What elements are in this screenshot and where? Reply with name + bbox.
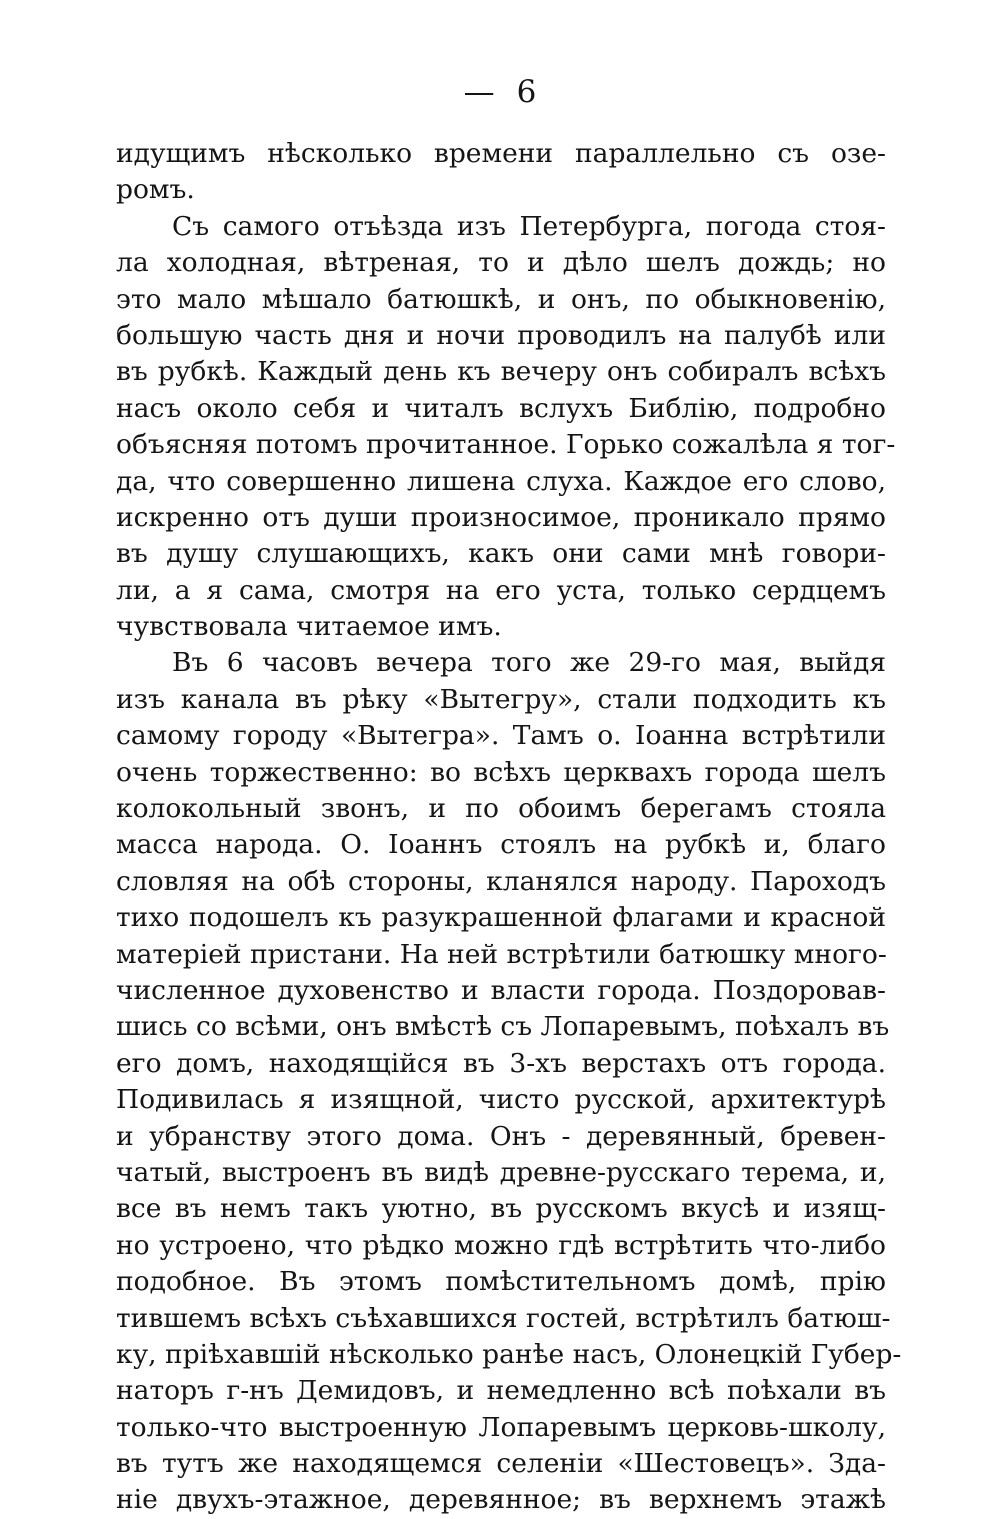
text-line: самому городу «Вытегра». Тамъ о. Іоанна встрѣтили [116, 720, 886, 752]
text-line: масса народа. О. Іоаннъ стоялъ на рубкѣ и, благо [116, 829, 886, 861]
text-line: Съ самого отъѣзда изъ Петербурга, погода стоя- [172, 210, 886, 242]
text-line: ла холодная, вѣтреная, то и дѣло шелъ дождь; но [116, 247, 886, 279]
text-line: да, что совершенно лишена слуха. Каждое его слово, [116, 465, 886, 497]
text-line: ромъ. [116, 174, 195, 206]
text-line: Въ 6 часовъ вечера того же 29-го мая, выйдя [172, 647, 886, 679]
text-line: насъ около себя и читалъ вслухъ Библію, подробно [116, 392, 886, 424]
text-line: въ рубкѣ. Каждый день къ вечеру онъ собиралъ всѣхъ [116, 356, 886, 388]
text-line: это мало мѣшало батюшкѣ, и онъ, по обыкновенію, [116, 283, 886, 315]
text-line: очень торжественно: во всѣхъ церквахъ города шелъ [116, 756, 886, 788]
text-line: наторъ г-нъ Демидовъ, и немедленно всѣ поѣхали въ [116, 1375, 886, 1407]
page-header [0, 72, 1000, 112]
page-number: 6 [516, 74, 537, 110]
text-line: въ тутъ же находящемся селеніи «Шестовецъ». Зда- [116, 1448, 886, 1480]
text-line: его домъ, находящійся въ 3-хъ верстахъ отъ города. [116, 1047, 886, 1079]
text-line: только-что выстроенную Лопаревымъ церковь-школу, [116, 1411, 886, 1443]
text-line: чатый, выстроенъ въ видѣ древне-русскаго терема, и, [116, 1156, 886, 1188]
text-line: матеріей пристани. На ней встрѣтили батюшку много- [116, 938, 887, 970]
text-line: словляя на обѣ стороны, кланялся народу. Пароходъ [116, 865, 886, 897]
text-line: Подивилась я изящной, чисто русской, архитектурѣ [116, 1084, 886, 1116]
text-line: идущимъ нѣсколько времени параллельно съ озе- [116, 138, 886, 169]
text-line: и убранству этого дома. Онъ - деревянный, бревен- [116, 1120, 886, 1152]
text-line: чувствовала читаемое имъ. [116, 611, 502, 643]
text-line: ніе двухъ-этажное, деревянное; въ верхнемъ этажѣ [116, 1484, 886, 1516]
text-line: ку, пріѣхавшій нѣсколько ранѣе насъ, Олонецкій Губер- [116, 1338, 902, 1370]
text-line: но устроено, что рѣдко можно гдѣ встрѣтить что-либо [116, 1229, 886, 1261]
body-text [116, 136, 902, 1519]
text-line: все въ немъ такъ уютно, въ русскомъ вкусѣ и изящ- [116, 1193, 886, 1225]
text-line: тившемъ всѣхъ съѣхавшихся гостей, встрѣтилъ батюш- [116, 1302, 891, 1334]
text-line: въ душу слушающихъ, какъ они сами мнѣ говори- [116, 538, 886, 570]
text-line: тихо подошелъ къ разукрашенной флагами и красной [116, 902, 886, 934]
text-line: колокольный звонъ, и по обоимъ берегамъ стояла [116, 793, 886, 825]
text-line: шись со всѣми, онъ вмѣстѣ съ Лопаревымъ, поѣхалъ въ [116, 1011, 890, 1043]
text-line: изъ канала въ рѣку «Вытегру», стали подходить къ [116, 683, 886, 715]
text-line: подобное. Въ этомъ помѣстительномъ домѣ, прію [116, 1266, 886, 1298]
text-line: искренно отъ души произносимое, проникало прямо [116, 501, 886, 533]
text-line: численное духовенство и власти города. Поздоровав- [116, 974, 886, 1006]
text-line: объясняя потомъ прочитанное. Горько сожалѣла я тог- [116, 429, 896, 461]
header-dash: — [463, 74, 495, 110]
text-line: большую часть дня и ночи проводилъ на палубѣ или [116, 319, 886, 351]
text-line: ли, а я сама, смотря на его уста, только сердцемъ [116, 574, 886, 606]
